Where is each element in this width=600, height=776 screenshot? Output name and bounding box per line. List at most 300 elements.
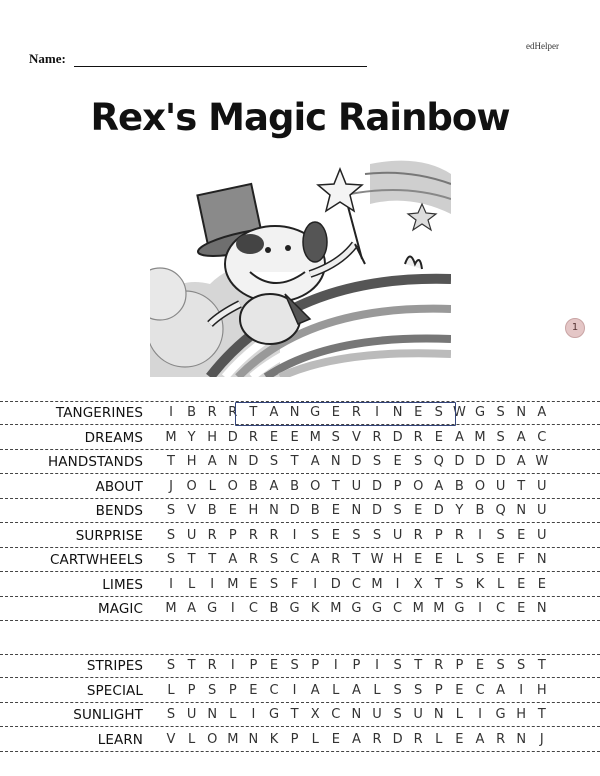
letter-cell[interactable]: R [372, 732, 382, 747]
letter-cell[interactable]: S [517, 658, 526, 673]
letter-cell[interactable]: I [375, 405, 379, 420]
letter-cell[interactable]: R [413, 528, 423, 543]
letter-sequence [160, 577, 560, 595]
letter-cell[interactable]: I [292, 683, 297, 698]
letter-cell[interactable]: T [167, 454, 175, 469]
letter-cell[interactable]: E [414, 405, 423, 420]
letter-cell[interactable]: S [414, 683, 423, 698]
letter-cell[interactable]: I [251, 707, 256, 722]
word-row [0, 728, 600, 752]
word-row [0, 475, 600, 499]
letter-cell[interactable]: T [290, 454, 299, 469]
target-word: ABOUT [95, 479, 143, 495]
letter-cell[interactable]: O [310, 479, 321, 494]
letter-cell[interactable]: E [455, 732, 464, 747]
letter-cell[interactable]: D [474, 454, 485, 469]
letter-cell[interactable]: S [496, 528, 505, 543]
letter-cell[interactable]: P [249, 658, 258, 673]
letter-cell[interactable]: I [519, 683, 524, 698]
target-word: LEARN [97, 732, 143, 748]
letter-cell[interactable]: R [413, 732, 423, 747]
letter-cell[interactable]: C [290, 552, 300, 567]
letter-cell[interactable]: U [372, 707, 382, 722]
letter-cell[interactable]: K [269, 732, 279, 747]
letter-cell[interactable]: N [330, 454, 341, 469]
letter-cell[interactable]: A [228, 552, 238, 567]
letter-cell[interactable]: Y [187, 430, 196, 445]
letter-cell[interactable]: E [414, 503, 423, 518]
letter-cell[interactable]: I [478, 528, 482, 543]
letter-cell[interactable]: A [207, 454, 217, 469]
letter-cell[interactable]: S [311, 528, 320, 543]
letter-cell[interactable]: A [454, 430, 464, 445]
letter-cell[interactable]: E [290, 430, 299, 445]
page-number-badge[interactable]: 1 [565, 318, 585, 338]
letter-cell[interactable]: K [475, 577, 485, 592]
letter-cell[interactable]: D [392, 732, 403, 747]
row-divider [0, 751, 600, 752]
letter-cell[interactable]: I [375, 658, 379, 673]
letter-cell[interactable]: P [290, 732, 299, 747]
letter-cell[interactable]: A [537, 405, 547, 420]
letter-cell[interactable]: M [227, 732, 239, 747]
letter-cell[interactable]: R [269, 528, 279, 543]
letter-cell[interactable]: U [537, 528, 547, 543]
letter-cell[interactable]: A [516, 454, 526, 469]
target-word: SURPRISE [75, 528, 143, 544]
letter-cell[interactable]: N [248, 732, 259, 747]
letter-cell[interactable]: L [373, 683, 381, 698]
letter-cell[interactable]: J [169, 479, 173, 494]
letter-cell[interactable]: C [248, 601, 258, 616]
letter-cell[interactable]: A [496, 683, 506, 698]
letter-cell[interactable]: E [228, 503, 237, 518]
letter-sequence [160, 658, 560, 676]
letter-cell[interactable]: S [496, 658, 505, 673]
letter-cell[interactable]: O [186, 479, 197, 494]
word-row [0, 573, 600, 597]
target-word: LIMES [102, 577, 143, 593]
letter-cell[interactable]: D [454, 454, 465, 469]
letter-cell[interactable]: B [207, 503, 217, 518]
letter-cell[interactable]: N [433, 707, 444, 722]
letter-cell[interactable]: C [269, 683, 279, 698]
letter-cell[interactable]: E [331, 405, 340, 420]
letter-cell[interactable]: E [517, 528, 526, 543]
letter-cell[interactable]: T [331, 479, 340, 494]
letter-cell[interactable]: N [516, 405, 527, 420]
letter-cell[interactable]: A [269, 479, 279, 494]
target-word: SUNLIGHT [73, 707, 143, 723]
letter-cell[interactable]: O [227, 479, 238, 494]
letter-cell[interactable]: I [210, 577, 215, 592]
letter-cell[interactable]: T [352, 552, 361, 567]
letter-cell[interactable]: R [228, 405, 238, 420]
letter-cell[interactable]: E [434, 552, 443, 567]
word-row [0, 450, 600, 474]
letter-cell[interactable]: L [332, 683, 340, 698]
letter-cell[interactable]: S [496, 430, 505, 445]
letter-cell[interactable]: S [166, 503, 176, 518]
letter-cell[interactable]: U [537, 503, 547, 518]
letter-cell[interactable]: B [187, 405, 197, 420]
letter-cell[interactable]: M [412, 601, 424, 616]
letter-cell[interactable]: E [269, 658, 279, 673]
letter-cell[interactable]: U [413, 707, 423, 722]
row-divider [0, 726, 600, 727]
letter-cell[interactable]: W [370, 552, 384, 567]
letter-cell[interactable]: O [207, 732, 218, 747]
letter-cell[interactable]: B [290, 479, 300, 494]
letter-cell[interactable]: B [454, 479, 464, 494]
letter-cell[interactable]: H [207, 430, 218, 445]
letter-cell[interactable]: H [392, 552, 403, 567]
letter-cell[interactable]: I [169, 405, 173, 420]
letter-cell[interactable]: C [475, 683, 485, 698]
letter-cell[interactable]: N [207, 707, 218, 722]
letter-cell[interactable]: C [496, 601, 506, 616]
letter-sequence [160, 552, 560, 570]
letter-cell[interactable]: R [331, 552, 341, 567]
letter-cell[interactable]: K [310, 601, 320, 616]
row-divider [0, 571, 600, 572]
letter-cell[interactable]: I [313, 577, 318, 592]
letter-cell[interactable]: E [249, 577, 258, 592]
letter-cell[interactable]: G [268, 707, 280, 722]
letter-cell[interactable]: I [395, 577, 400, 592]
letter-cell[interactable]: L [455, 707, 464, 722]
letter-cell[interactable]: N [227, 454, 238, 469]
letter-cell[interactable]: W [452, 405, 466, 420]
word-row [0, 679, 600, 703]
letter-cell[interactable]: S [269, 577, 279, 592]
letter-cell[interactable]: S [208, 683, 217, 698]
letter-cell[interactable]: P [187, 683, 196, 698]
letter-cell[interactable]: C [393, 601, 403, 616]
letter-cell[interactable]: A [351, 732, 361, 747]
letter-cell[interactable]: H [516, 707, 527, 722]
letter-cell[interactable]: P [434, 528, 443, 543]
letter-cell[interactable]: T [517, 479, 526, 494]
letter-cell[interactable]: U [495, 479, 506, 494]
letter-cell[interactable]: D [371, 503, 382, 518]
letter-cell[interactable]: S [455, 577, 464, 592]
letter-sequence [160, 707, 560, 725]
letter-cell[interactable]: O [413, 479, 424, 494]
letter-cell[interactable]: I [169, 577, 173, 592]
letter-cell[interactable]: E [496, 552, 505, 567]
letter-cell[interactable]: M [433, 601, 445, 616]
letter-cell[interactable]: G [495, 707, 506, 722]
letter-cell[interactable]: W [535, 454, 549, 469]
letter-cell[interactable]: S [393, 503, 402, 518]
letter-cell[interactable]: V [187, 503, 197, 518]
word-row [0, 499, 600, 523]
letter-cell[interactable]: G [474, 405, 486, 420]
letter-cell[interactable]: M [474, 430, 486, 445]
letter-sequence [160, 454, 560, 472]
letter-cell[interactable]: A [516, 430, 526, 445]
page-title: Rex's Magic Rainbow [90, 96, 510, 139]
brand-label: edHelper [526, 41, 559, 51]
word-row [0, 654, 600, 678]
letter-cell[interactable]: R [454, 528, 464, 543]
letter-cell[interactable]: Q [433, 454, 444, 469]
row-divider [0, 473, 600, 474]
letter-cell[interactable]: L [435, 732, 443, 747]
letter-cell[interactable]: S [372, 454, 382, 469]
letter-cell[interactable]: V [166, 732, 176, 747]
letter-cell[interactable]: I [478, 707, 482, 722]
letter-cell[interactable]: A [475, 732, 485, 747]
letter-cell[interactable]: N [289, 405, 300, 420]
letter-cell[interactable]: S [475, 552, 485, 567]
letter-cell[interactable]: S [166, 552, 176, 567]
letter-cell[interactable]: A [187, 601, 197, 616]
letter-cell[interactable]: L [167, 683, 175, 698]
letter-cell[interactable]: P [228, 528, 237, 543]
letter-cell[interactable]: T [537, 658, 546, 673]
letter-cell[interactable]: G [454, 601, 465, 616]
letter-cell[interactable]: X [310, 707, 320, 722]
word-row [0, 597, 600, 621]
letter-cell[interactable]: F [290, 577, 299, 592]
letter-cell[interactable]: H [248, 503, 259, 518]
letter-cell[interactable]: E [414, 552, 423, 567]
letter-cell[interactable]: D [371, 479, 382, 494]
letter-cell[interactable]: E [517, 577, 526, 592]
row-divider [0, 620, 600, 621]
letter-cell[interactable]: L [496, 577, 505, 592]
letter-cell[interactable]: E [269, 430, 279, 445]
letter-cell[interactable]: E [475, 658, 485, 673]
letter-cell[interactable]: T [537, 707, 546, 722]
letter-cell[interactable]: E [455, 683, 464, 698]
letter-cell[interactable]: S [393, 658, 402, 673]
letter-cell[interactable]: T [434, 577, 443, 592]
letter-cell[interactable]: S [414, 454, 423, 469]
letter-cell[interactable]: R [207, 528, 217, 543]
letter-cell[interactable]: D [330, 577, 341, 592]
letter-cell[interactable]: D [495, 454, 506, 469]
letter-cell[interactable]: D [351, 454, 362, 469]
letter-cell[interactable]: S [496, 405, 505, 420]
letter-cell[interactable]: U [392, 528, 403, 543]
letter-cell[interactable]: R [207, 405, 217, 420]
letter-cell[interactable]: S [393, 683, 402, 698]
letter-cell[interactable]: T [290, 707, 299, 722]
letter-cell[interactable]: S [352, 528, 361, 543]
found-word-highlight [235, 402, 456, 426]
letter-cell[interactable]: N [392, 405, 403, 420]
letter-cell[interactable]: T [414, 658, 423, 673]
letter-sequence [160, 601, 560, 619]
rex-rainbow-illustration [150, 154, 451, 377]
letter-cell[interactable]: L [208, 479, 216, 494]
letter-cell[interactable]: M [165, 601, 177, 616]
letter-cell[interactable]: A [310, 552, 320, 567]
letter-cell[interactable]: M [330, 601, 342, 616]
word-row [0, 426, 600, 450]
letter-cell[interactable]: R [372, 430, 382, 445]
letter-cell[interactable]: R [248, 528, 258, 543]
letter-cell[interactable]: B [310, 503, 320, 518]
letter-cell[interactable]: P [434, 683, 443, 698]
letter-cell[interactable]: N [351, 707, 362, 722]
letter-cell[interactable]: T [208, 552, 217, 567]
letter-cell[interactable]: C [331, 707, 341, 722]
letter-cell[interactable]: T [249, 405, 258, 420]
letter-cell[interactable]: U [351, 479, 362, 494]
letter-cell[interactable]: R [413, 430, 423, 445]
letter-cell[interactable]: Q [495, 503, 506, 518]
target-word: MAGIC [97, 601, 143, 617]
name-field [29, 51, 367, 67]
letter-cell[interactable]: P [393, 479, 402, 494]
letter-cell[interactable]: L [229, 707, 237, 722]
word-row [0, 548, 600, 572]
letter-cell[interactable]: M [371, 577, 383, 592]
letter-cell[interactable]: D [392, 430, 403, 445]
letter-cell[interactable]: S [290, 658, 299, 673]
target-word: HANDSTANDS [48, 454, 143, 470]
letter-cell[interactable]: N [536, 552, 547, 567]
letter-cell[interactable]: N [516, 732, 527, 747]
letter-cell[interactable]: B [248, 479, 258, 494]
letter-cell[interactable]: A [310, 683, 320, 698]
letter-cell[interactable]: D [433, 503, 444, 518]
letter-cell[interactable]: R [434, 658, 444, 673]
target-word: BENDS [95, 503, 143, 519]
letter-cell[interactable]: S [372, 528, 382, 543]
letter-cell[interactable]: U [186, 707, 197, 722]
letter-cell[interactable]: S [434, 405, 443, 420]
letter-cell[interactable]: L [311, 732, 319, 747]
letter-cell[interactable]: S [331, 430, 340, 445]
letter-cell[interactable]: R [207, 658, 217, 673]
letter-cell[interactable]: V [351, 430, 361, 445]
letter-cell[interactable]: I [478, 601, 482, 616]
letter-sequence [160, 479, 560, 497]
letter-cell[interactable]: E [517, 601, 526, 616]
letter-cell[interactable]: S [166, 707, 176, 722]
letter-cell[interactable]: G [371, 601, 383, 616]
letter-cell[interactable]: N [536, 601, 547, 616]
target-word: SPECIAL [86, 683, 143, 699]
letter-sequence [160, 430, 560, 448]
letter-sequence [160, 683, 560, 701]
letter-cell[interactable]: E [434, 430, 443, 445]
letter-cell[interactable]: L [187, 732, 196, 747]
letter-cell[interactable]: S [166, 658, 176, 673]
word-row [0, 703, 600, 727]
letter-cell[interactable]: H [536, 683, 547, 698]
letter-cell[interactable]: A [269, 405, 279, 420]
letter-cell[interactable]: I [333, 658, 338, 673]
letter-cell[interactable]: P [455, 658, 464, 673]
letter-cell[interactable]: E [537, 577, 546, 592]
letter-cell[interactable]: H [186, 454, 197, 469]
letter-cell[interactable]: G [207, 601, 218, 616]
letter-cell[interactable]: U [537, 479, 547, 494]
letter-cell[interactable]: S [269, 454, 279, 469]
letter-sequence [160, 503, 560, 521]
row-divider [0, 654, 600, 655]
letter-cell[interactable]: B [475, 503, 485, 518]
letter-cell[interactable]: J [539, 732, 544, 747]
letter-cell[interactable]: R [351, 405, 361, 420]
letter-sequence [160, 732, 560, 750]
letter-cell[interactable]: D [248, 454, 259, 469]
letter-cell[interactable]: E [393, 454, 402, 469]
letter-cell[interactable]: C [537, 430, 547, 445]
letter-cell[interactable]: D [289, 503, 300, 518]
letter-cell[interactable]: A [434, 479, 444, 494]
letter-cell[interactable]: B [269, 601, 279, 616]
target-word: CARTWHEELS [50, 552, 143, 568]
target-word: STRIPES [86, 658, 143, 674]
letter-cell[interactable]: E [331, 732, 340, 747]
letter-cell[interactable]: I [292, 528, 297, 543]
letter-cell[interactable]: F [517, 552, 525, 567]
letter-cell[interactable]: G [310, 405, 321, 420]
letter-cell[interactable]: X [413, 577, 423, 592]
letter-cell[interactable]: E [331, 528, 340, 543]
letter-cell[interactable]: S [393, 707, 402, 722]
letter-sequence [160, 528, 560, 546]
letter-cell[interactable]: S [166, 528, 176, 543]
letter-cell[interactable]: M [227, 577, 239, 592]
target-word: TANGERINES [55, 405, 143, 421]
letter-cell[interactable]: R [248, 552, 258, 567]
letter-cell[interactable]: G [351, 601, 362, 616]
letter-cell[interactable]: R [248, 430, 258, 445]
letter-cell[interactable]: Y [455, 503, 464, 518]
name-label: Name: [29, 51, 66, 66]
word-row [0, 524, 600, 548]
letter-cell[interactable]: A [310, 454, 320, 469]
letter-cell[interactable]: D [227, 430, 238, 445]
letter-cell[interactable]: M [165, 430, 177, 445]
letter-cell[interactable]: I [230, 601, 235, 616]
letter-cell[interactable]: L [455, 552, 464, 567]
letter-cell[interactable]: I [230, 658, 235, 673]
letter-cell[interactable]: P [228, 683, 237, 698]
target-word: DREAMS [84, 430, 143, 446]
letter-cell[interactable]: O [474, 479, 486, 494]
letter-cell[interactable]: R [496, 732, 506, 747]
letter-cell[interactable]: P [311, 658, 320, 673]
row-divider [0, 522, 600, 523]
letter-cell[interactable]: E [331, 503, 340, 518]
letter-cell[interactable]: S [269, 552, 279, 567]
letter-cell[interactable]: N [351, 503, 362, 518]
letter-cell[interactable]: T [187, 658, 196, 673]
name-line[interactable] [74, 54, 367, 67]
letter-cell[interactable]: T [187, 552, 196, 567]
letter-cell[interactable]: M [309, 430, 321, 445]
row-divider [0, 677, 600, 678]
letter-cell[interactable]: N [269, 503, 279, 518]
letter-cell[interactable]: N [516, 503, 527, 518]
letter-cell[interactable]: U [186, 528, 197, 543]
letter-cell[interactable]: G [289, 601, 300, 616]
letter-cell[interactable]: P [352, 658, 361, 673]
letter-cell[interactable]: A [351, 683, 361, 698]
letter-cell[interactable]: E [249, 683, 258, 698]
letter-cell[interactable]: C [351, 577, 361, 592]
letter-cell[interactable]: L [187, 577, 196, 592]
